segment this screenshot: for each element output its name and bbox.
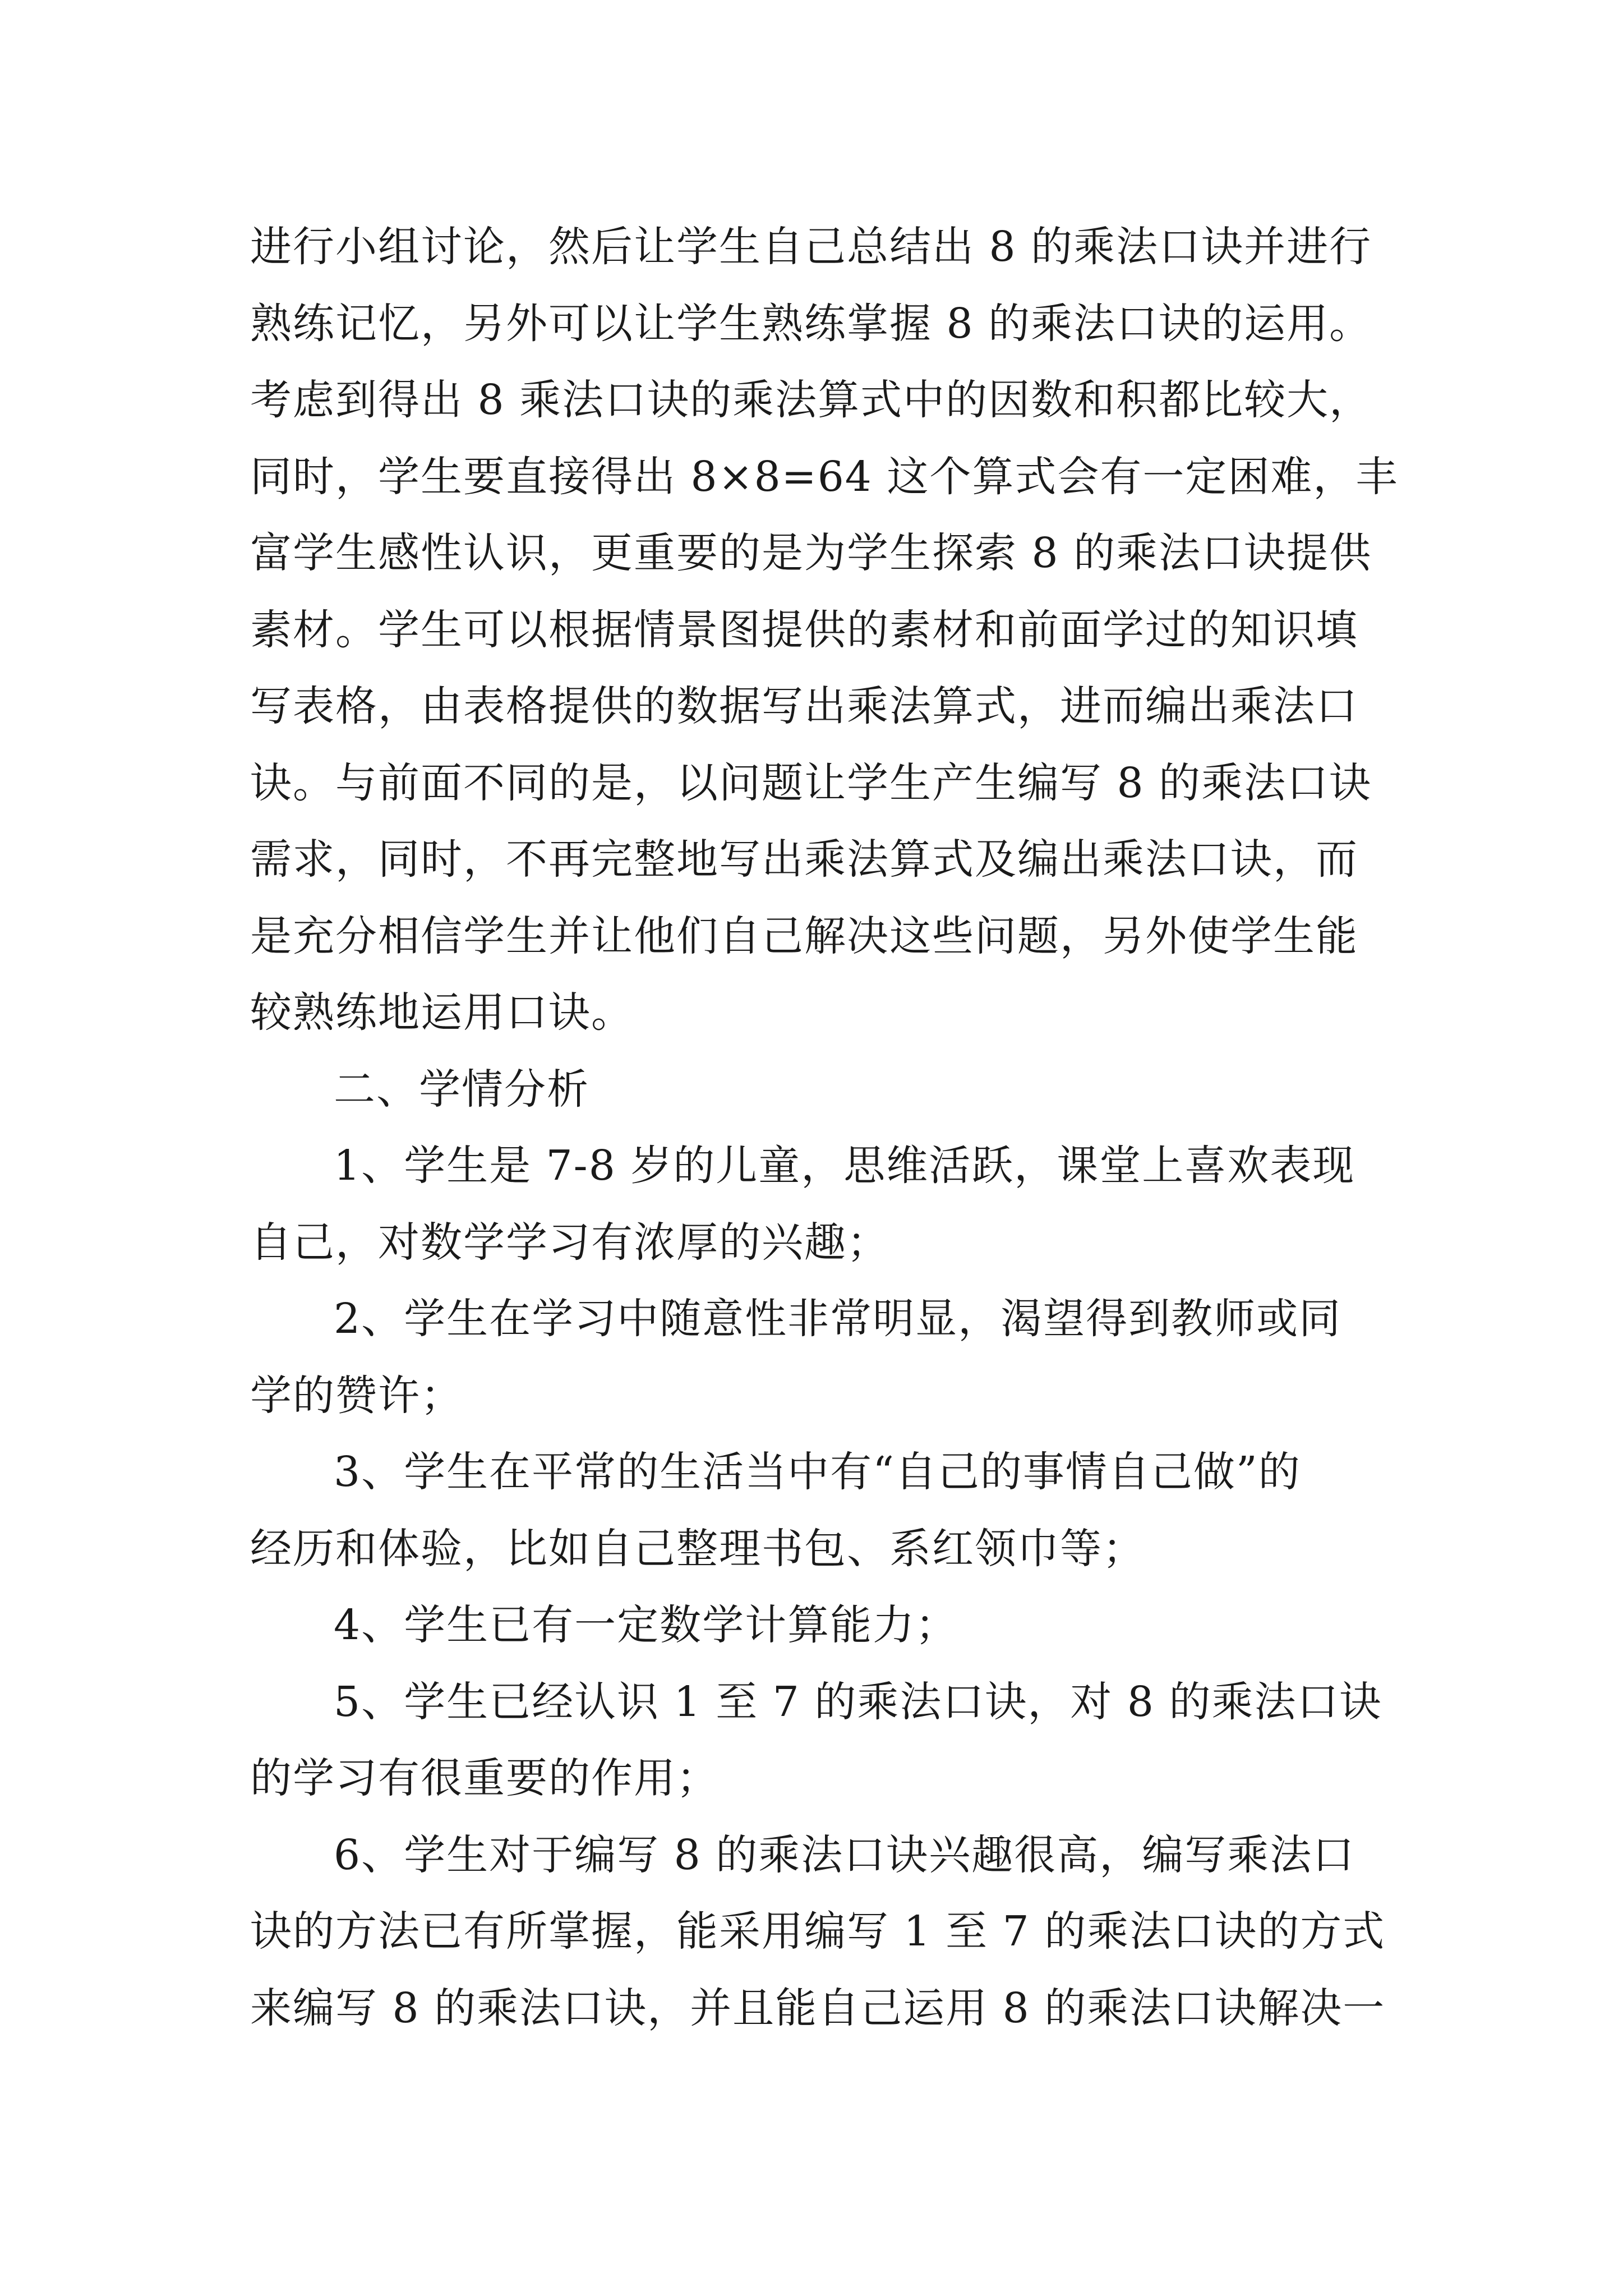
paragraph-line: 考虑到得出 8 乘法口诀的乘法算式中的因数和积都比较大， [250, 376, 1372, 424]
list-item-line: 6、学生对于编写 8 的乘法口诀兴趣很高，编写乘法口 [334, 1830, 1355, 1879]
paragraph-line: 需求，同时，不再完整地写出乘法算式及编出乘法口诀，而 [250, 835, 1358, 884]
list-item-line: 4、学生已有一定数学计算能力； [334, 1601, 958, 1649]
list-item-line: 自己，对数学学习有浓厚的兴趣； [250, 1218, 889, 1267]
paragraph-line: 进行小组讨论，然后让学生自己总结出 8 的乘法口诀并进行 [250, 223, 1372, 271]
paragraph-line: 写表格，由表格提供的数据写出乘法算式，进而编出乘法口 [250, 682, 1358, 730]
paragraph-line: 熟练记忆，另外可以让学生熟练掌握 8 的乘法口诀的运用。 [250, 299, 1372, 348]
section-heading: 二、学情分析 [334, 1065, 589, 1114]
paragraph-line: 同时，学生要直接得出 8×8=64 这个算式会有一定困难，丰 [250, 452, 1399, 501]
list-item-line: 诀的方法已有所掌握，能采用编写 1 至 7 的乘法口诀的方式 [250, 1907, 1386, 1955]
document-body [250, 209, 1399, 2046]
list-item-line: 学的赞许； [250, 1371, 463, 1420]
list-item-line: 1、学生是 7-8 岁的儿童，思维活跃，课堂上喜欢表现 [334, 1142, 1355, 1190]
list-item-line: 2、学生在学习中随意性非常明显，渴望得到教师或同 [334, 1295, 1342, 1343]
paragraph-line: 素材。学生可以根据情景图提供的素材和前面学过的知识填 [250, 605, 1358, 654]
list-item-line: 3、学生在平常的生活当中有“自己的事情自己做”的 [334, 1448, 1301, 1496]
paragraph-line: 是充分相信学生并让他们自己解决这些问题，另外使学生能 [250, 912, 1358, 960]
list-item-line: 5、学生已经认识 1 至 7 的乘法口诀，对 8 的乘法口诀 [334, 1677, 1382, 1726]
paragraph-line: 诀。与前面不同的是，以问题让学生产生编写 8 的乘法口诀 [250, 758, 1372, 807]
list-item-line: 经历和体验，比如自己整理书包、系红领巾等； [250, 1524, 1145, 1573]
paragraph-line: 较熟练地运用口诀。 [250, 988, 634, 1037]
paragraph-line: 富学生感性认识，更重要的是为学生探索 8 的乘法口诀提供 [250, 529, 1372, 577]
list-item-line: 的学习有很重要的作用； [250, 1754, 719, 1802]
list-item-line: 来编写 8 的乘法口诀，并且能自己运用 8 的乘法口诀解决一 [250, 1984, 1386, 2032]
